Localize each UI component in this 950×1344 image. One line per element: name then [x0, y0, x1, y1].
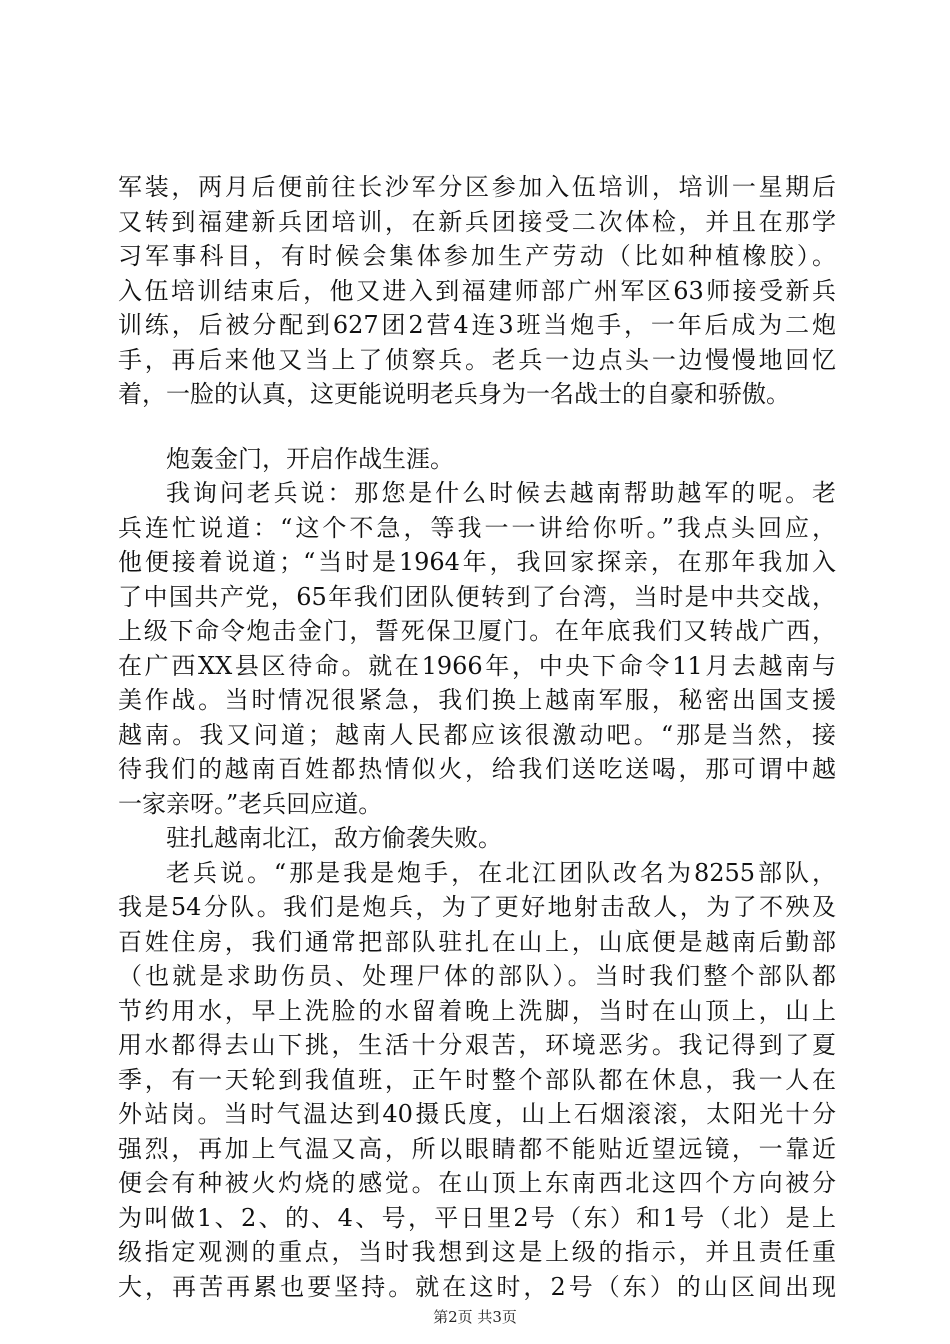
text-line: 强烈，再加上气温又高，所以眼睛都不能贴近望远镜，一靠近	[118, 1134, 836, 1163]
text-line: 越南。我又问道；越南人民都应该很激动吧。“那是当然，接	[118, 720, 836, 749]
text-line: 他便接着说道；“当时是1964年，我回家探亲，在那年我加入	[118, 548, 836, 576]
text-line: 训练，后被分配到627团2营4连3班当炮手，一年后成为二炮	[118, 311, 836, 339]
text-line: 我是54分队。我们是炮兵，为了更好地射击敌人，为了不殃及	[118, 893, 836, 921]
text-line: 待我们的越南百姓都热情似火，给我们送吃送喝，那可谓中越	[118, 755, 836, 783]
text-line: 兵连忙说道：“这个不急，等我一一讲给你听。”我点头回应，	[118, 513, 836, 542]
text-line: 大，再苦再累也要坚持。就在这时，2号（东）的山区间出现	[118, 1272, 836, 1301]
text-line: 美作战。当时情况很紧急，我们换上越南军服，秘密出国支援	[118, 686, 836, 714]
text-line: 军装，两月后便前往长沙军分区参加入伍培训，培训一星期后	[118, 173, 836, 201]
text-line: 为叫做1、2、的、4、号，平日里2号（东）和1号（北）是上	[118, 1203, 836, 1232]
text-line: 习军事科目，有时候会集体参加生产劳动（比如种植橡胶）。	[118, 242, 836, 270]
paragraph-gap	[118, 412, 836, 442]
text-line: 了中国共产党，65年我们团队便转到了台湾，当时是中共交战，	[118, 582, 836, 611]
text-line: 用水都得去山下挑，生活十分艰苦，环境恶劣。我记得到了夏	[118, 1031, 836, 1059]
text-line: 着，一脸的认真，这更能说明老兵身为一名战士的自豪和骄傲。	[118, 380, 790, 408]
text-line: 上级下命令炮击金门，誓死保卫厦门。在年底我们又转战广西，	[118, 617, 836, 645]
text-line: 级指定观测的重点，当时我想到这是上级的指示，并且责任重	[118, 1238, 836, 1266]
text-line: 季，有一天轮到我值班，正午时整个部队都在休息，我一人在	[118, 1065, 836, 1094]
text-line: 老兵说。“那是我是炮手，在北江团队改名为8255部队，	[166, 858, 836, 887]
paragraph-2	[118, 476, 836, 821]
text-line: 一家亲呀。”老兵回应道。	[118, 789, 383, 818]
paragraph-1	[118, 170, 836, 412]
text-line: 外站岗。当时气温达到40摄氏度，山上石烟滚滚，太阳光十分	[118, 1100, 836, 1128]
section-heading-2: 驻扎越南北江，敌方偷袭失败。	[166, 824, 502, 852]
text-line: 我询问老兵说：那您是什么时候去越南帮助越军的呢。老	[166, 479, 836, 507]
document-body	[118, 170, 836, 1304]
paragraph-3	[118, 856, 836, 1305]
section-heading-1: 炮轰金门，开启作战生涯。	[166, 444, 454, 473]
page-footer	[0, 1306, 950, 1327]
text-line: 手，再后来他又当上了侦察兵。老兵一边点头一边慢慢地回忆	[118, 345, 836, 374]
text-line: 入伍培训结束后，他又进入到福建师部广州军区63师接受新兵	[118, 276, 836, 305]
text-line: 节约用水，早上洗脸的水留着晚上洗脚，当时在山顶上，山上	[118, 996, 836, 1025]
text-line: 又转到福建新兵团培训，在新兵团接受二次体检，并且在那学	[118, 207, 836, 236]
text-line: 便会有种被火灼烧的感觉。在山顶上东南西北这四个方向被分	[118, 1169, 836, 1197]
text-line: 百姓住房，我们通常把部队驻扎在山上，山底便是越南后勤部	[118, 927, 836, 956]
text-line: （也就是求助伤员、处理尸体的部队）。当时我们整个部队都	[118, 962, 836, 990]
text-line: 在广西XX县区待命。就在1966年，中央下命令11月去越南与	[118, 651, 836, 680]
page-number-label: 第2页 共3页	[433, 1308, 517, 1326]
